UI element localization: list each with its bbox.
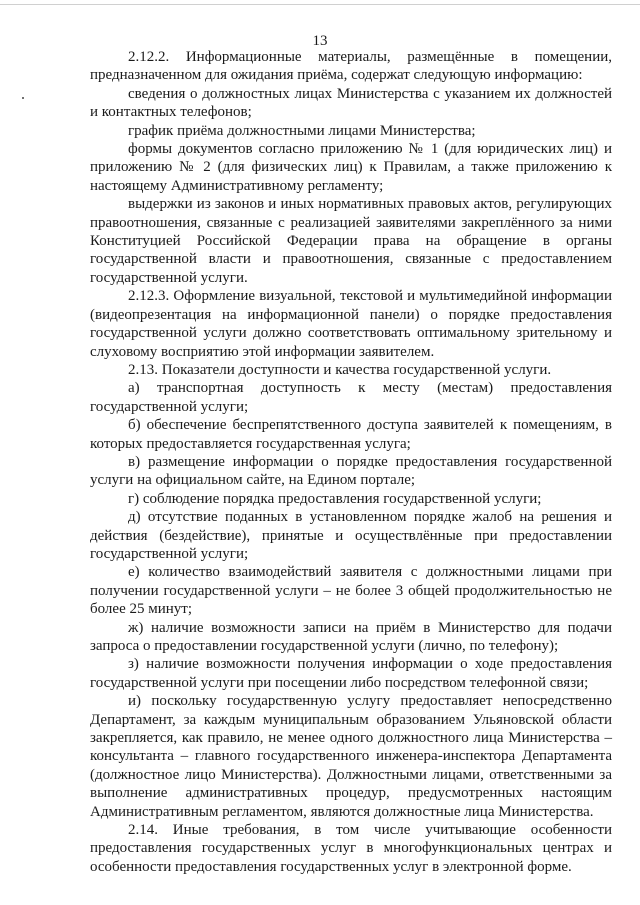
paragraph-item-zh: ж) наличие возможности записи на приём в Министерство для подачи запроса о предоставлении государственной услуги (лично, по телефону);	[90, 619, 612, 654]
page-number: 13	[312, 33, 328, 49]
paragraph-item-e: е) количество взаимодействий заявителя с должностными лицами при получении государственной услуги – не более 3 общей продолжительностью не более 25 минут;	[90, 564, 612, 618]
paragraph-item-i: и) поскольку государственную услугу предоставляет непосредственно Департамент, за каждым муниципальным образованием Ульяновской области закрепляется, как правило, не менее одного должностного лица Министерства – консультанта – главного государственного инженера-инспектора Департамента (должностное лицо Министерства). Должностными лицами, ответственными за выполнение административных процедур, предусмотренных настоящим Административным регламентом, являются должностные лица Министерства.	[90, 693, 612, 820]
paragraph-item-z: з) наличие возможности получения информации о ходе предоставления государственной услуги при посещении либо посредством телефонной связи;	[90, 656, 612, 691]
paragraph-schedule: график приёма должностными лицами Министерства;	[128, 122, 476, 139]
scan-edge-line	[0, 4, 640, 5]
paragraph-2-14: 2.14. Иные требования, в том числе учитывающие особенности предоставления государственных услуг в многофункциональных центрах и особенности предоставления государственных услуг в электронной форме.	[90, 822, 612, 875]
paragraph-2-12-2: 2.12.2. Информационные материалы, размещённые в помещении, предназначенном для ожидания приёма, содержат следующую информацию:	[90, 49, 612, 84]
paragraph-item-d: д) отсутствие поданных в установленном порядке жалоб на решения и действия (бездействие), принятые и осуществлённые при предоставлении государственной услуги;	[90, 509, 612, 562]
paragraph-item-a: а) транспортная доступность к месту (местам) предоставления государственной услуги;	[90, 380, 612, 415]
paragraph-item-b: б) обеспечение беспрепятственного доступа заявителей к помещениям, в которых предоставляется государственная услуга;	[90, 417, 612, 452]
paragraph-2-12-3: 2.12.3. Оформление визуальной, текстовой и мультимедийной информации (видеопрезентация на информационной панели) о порядке предоставления государственной услуги должно соответствовать оптимальному зрительному и слуховому восприятию этой информации заявителем.	[90, 288, 612, 360]
scan-speck	[22, 97, 24, 99]
paragraph-item-g: г) соблюдение порядка предоставления государственной услуги;	[128, 490, 542, 507]
paragraph-2-13: 2.13. Показатели доступности и качества государственной услуги.	[128, 361, 552, 378]
paragraph-item-v: в) размещение информации о порядке предоставления государственной услуги на официальном сайте, на Едином портале;	[90, 453, 612, 489]
paragraph-forms: формы документов согласно приложению № 1 (для юридических лиц) и приложению № 2 (для физических лиц) к Правилам, а также приложению к настоящему Административному регламенту;	[90, 141, 612, 194]
paragraph-law-excerpts: выдержки из законов и иных нормативных правовых актов, регулирующих правоотношения, связанные с реализацией заявителями закреплённого за ними Конституцией Российской Федерации права на обращение в органы государственной власти и правоотношения, связанные с предоставлением государственной услуги.	[90, 196, 612, 286]
paragraph-officials-info: сведения о должностных лицах Министерства с указанием их должностей и контактных телефонов;	[90, 85, 612, 121]
document-body	[90, 48, 612, 876]
